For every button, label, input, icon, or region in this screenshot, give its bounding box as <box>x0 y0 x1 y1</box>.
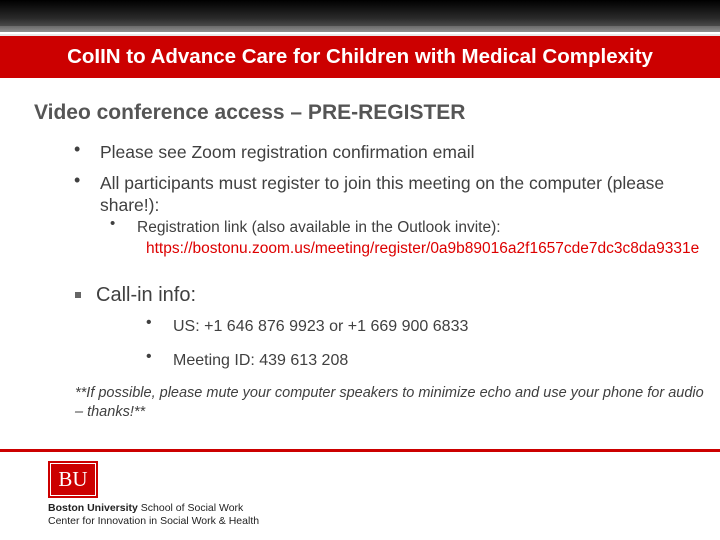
org-name-bold: Boston University <box>48 502 138 514</box>
bullet-icon: • <box>146 314 152 331</box>
top-dark-bar <box>0 0 720 26</box>
footer-divider <box>0 449 720 452</box>
center-name: Center for Innovation in Social Work & Health <box>48 515 260 527</box>
callin-phone-numbers: US: +1 646 876 9923 or +1 669 900 6833 <box>173 318 469 335</box>
title-bar <box>0 34 720 78</box>
org-name <box>48 502 243 514</box>
bullet-icon: • <box>74 139 81 159</box>
sub-bullet-registration: Registration link (also available in the Outlook invite): <box>137 219 501 236</box>
org-name-rest: School of Social Work <box>137 502 244 514</box>
slide-title: CoIIN to Advance Care for Children with Medical Complexity <box>67 45 653 68</box>
bullet-item-register: All participants must register to join this meeting on the computer (please share!): <box>100 173 665 215</box>
bullet-icon: • <box>146 348 152 365</box>
callin-label: Call-in info: <box>96 284 197 306</box>
bullet-item-zoom-email: Please see Zoom registration confirmation email <box>100 142 475 162</box>
bullet-icon: • <box>110 215 116 232</box>
section-heading: Video conference access – PRE-REGISTER <box>34 101 466 124</box>
bu-logo: BU <box>48 461 98 498</box>
registration-link[interactable]: https://bostonu.zoom.us/meeting/register/0a9b89016a2f1657cde7dc3c8da9331e <box>146 240 700 257</box>
mute-note: **If possible, please mute your computer speakers to minimize echo and use your phone for audio – thanks!** <box>75 385 704 420</box>
top-gray-stripe <box>0 26 720 32</box>
bullet-icon: • <box>74 170 81 190</box>
callin-meeting-id: Meeting ID: 439 613 208 <box>173 352 349 369</box>
square-bullet-icon <box>75 292 81 298</box>
